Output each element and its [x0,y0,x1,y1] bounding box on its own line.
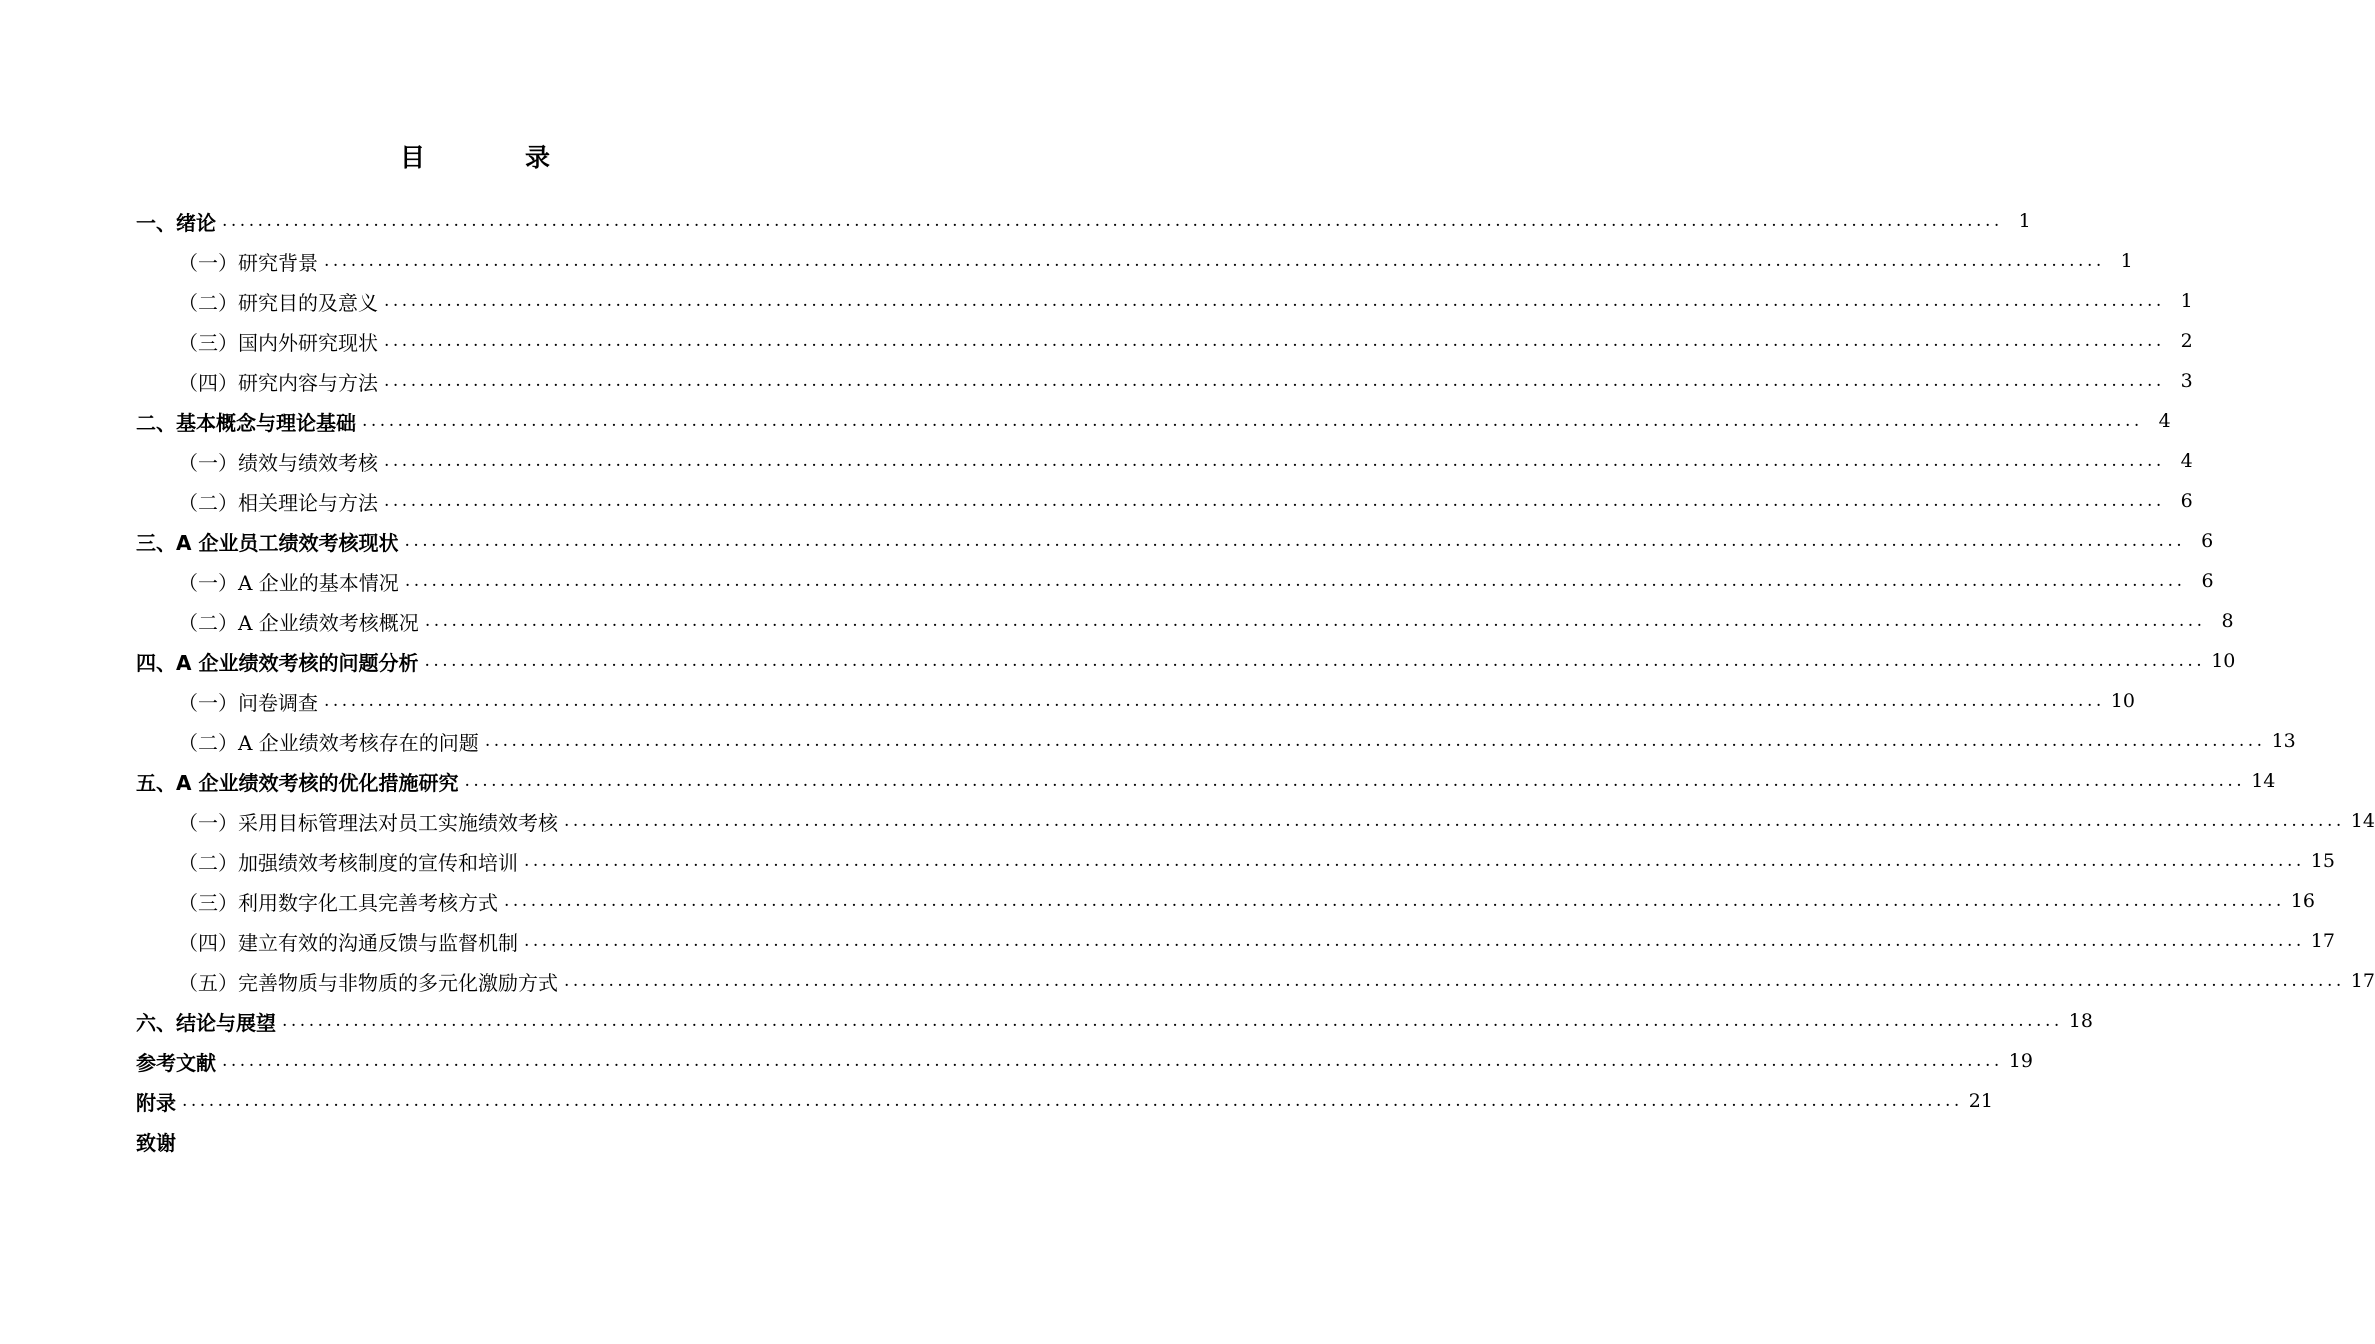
toc-entry-label: （一）问卷调查 [178,690,318,715]
toc-entry-label: （二）研究目的及意义 [178,290,378,315]
toc-leader-dots: ........................................................................................................................................................................................................ [384,491,2165,511]
toc-page-number: 4 [2158,410,2171,432]
toc-page-number: 19 [2008,1050,2033,1072]
toc-list [136,201,2375,1161]
toc-leader-dots: ........................................................................................................................................................................................................ [504,891,2285,911]
toc-entry-label: （五）完善物质与非物质的多元化激励方式 [178,970,558,995]
toc-entry-label: （二）加强绩效考核制度的宣传和培训 [178,850,518,875]
toc-entry-label: 六、结论与展望 [136,1010,276,1035]
toc-page-number: 8 [2221,610,2234,632]
toc-page-number: 14 [2251,770,2276,792]
toc-leader-dots: ........................................................................................................................................................................................................ [564,971,2345,991]
toc-leader-dots: ........................................................................................................................................................................................................ [464,771,2246,791]
toc-leader-dots: ........................................................................................................................................................................................................ [484,731,2266,751]
toc-leader-dots: ........................................................................................................................................................................................................ [404,531,2186,551]
toc-entry-chapter[interactable] [136,201,2031,241]
toc-entry-label: 五、A 企业绩效考核的优化措施研究 [136,770,459,795]
toc-entry-section[interactable] [136,721,2296,761]
toc-entry-label: 一、绪论 [136,210,216,235]
toc-page-number: 17 [2310,930,2335,952]
toc-page-number: 16 [2290,890,2315,912]
toc-entry-section[interactable] [136,961,2375,1001]
toc-entry-chapter[interactable] [136,1001,2093,1041]
toc-leader-dots: ........................................................................................................................................................................................................ [182,1091,1963,1111]
toc-page-number: 10 [2211,650,2236,672]
toc-title-left: 目 [399,143,425,172]
toc-leader-dots: ........................................................................................................................................................................................................ [384,291,2165,311]
toc-page-number: 3 [2180,370,2193,392]
toc-page-number: 1 [2018,210,2031,232]
toc-entry-label: （一）A 企业的基本情况 [178,570,399,595]
toc-page-number: 4 [2180,450,2193,472]
toc-entry-chapter[interactable] [136,1041,2033,1081]
toc-page-number: 2 [2180,330,2193,352]
toc-page-number: 6 [2180,490,2193,512]
toc-entry-section[interactable] [136,241,2133,281]
toc-page-number: 1 [2180,290,2193,312]
toc-page-number: 6 [2201,570,2214,592]
toc-leader-dots: ........................................................................................................................................................................................................ [424,651,2206,671]
toc-entry-section[interactable] [136,841,2335,881]
toc-entry-label: （三）国内外研究现状 [178,330,378,355]
toc-title-right: 录 [525,143,551,172]
toc-entry-chapter[interactable] [136,521,2214,561]
toc-entry-chapter[interactable] [136,761,2276,801]
toc-entry-section[interactable] [136,601,2234,641]
toc-leader-dots: ........................................................................................................................................................................................................ [404,571,2186,591]
toc-page-number: 14 [2350,810,2375,832]
toc-title [0,138,950,174]
toc-entry-section[interactable] [136,481,2193,521]
toc-entry-label: （一）采用目标管理法对员工实施绩效考核 [178,810,558,835]
toc-entry-chapter[interactable] [136,641,2236,681]
toc-page-number: 17 [2350,970,2375,992]
toc-page-number: 18 [2068,1010,2093,1032]
toc-leader-dots: ........................................................................................................................................................................................................ [324,691,2105,711]
toc-entry-label: （二）相关理论与方法 [178,490,378,515]
toc-entry-chapter[interactable] [136,401,2171,441]
toc-entry-label: （一）绩效与绩效考核 [178,450,378,475]
toc-page-number: 10 [2110,690,2135,712]
toc-page-number: 6 [2201,530,2214,552]
toc-entry-label: （一）研究背景 [178,250,318,275]
toc-entry-chapter[interactable] [136,1121,800,1161]
toc-entry-section[interactable] [136,441,2193,481]
toc-entry-label: （四）研究内容与方法 [178,370,378,395]
toc-entry-label: （二）A 企业绩效考核概况 [178,610,419,635]
toc-entry-section[interactable] [136,681,2135,721]
toc-leader-dots: ........................................................................................................................................................................................................ [424,611,2206,631]
toc-entry-section[interactable] [136,361,2193,401]
toc-leader-dots: ........................................................................................................................................................................................................ [222,211,2003,231]
toc-entry-section[interactable] [136,881,2315,921]
toc-entry-label: 致谢 [136,1130,176,1155]
toc-entry-chapter[interactable] [136,1081,1993,1121]
toc-leader-dots: ........................................................................................................................................................................................................ [524,851,2305,871]
toc-entry-label: （三）利用数字化工具完善考核方式 [178,890,498,915]
toc-entry-label: 参考文献 [136,1050,216,1075]
toc-entry-section[interactable] [136,801,2375,841]
toc-entry-label: （四）建立有效的沟通反馈与监督机制 [178,930,518,955]
toc-entry-label: 四、A 企业绩效考核的问题分析 [136,650,419,675]
toc-entry-label: 附录 [136,1090,176,1115]
toc-entry-label: 二、基本概念与理论基础 [136,410,356,435]
toc-entry-section[interactable] [136,561,2214,601]
toc-leader-dots: ........................................................................................................................................................................................................ [324,251,2105,271]
toc-leader-dots: ........................................................................................................................................................................................................ [524,931,2305,951]
toc-entry-section[interactable] [136,921,2335,961]
toc-page-number: 21 [1968,1090,1993,1112]
toc-entry-section[interactable] [136,321,2193,361]
toc-page-number: 1 [2120,250,2133,272]
toc-leader-dots: ........................................................................................................................................................................................................ [384,331,2165,351]
toc-leader-dots: ........................................................................................................................................................................................................ [222,1051,2003,1071]
toc-leader-dots: ........................................................................................................................................................................................................ [384,451,2165,471]
toc-entry-label: （二）A 企业绩效考核存在的问题 [178,730,479,755]
toc-page-number: 13 [2271,730,2296,752]
toc-leader-dots: ........................................................................................................................................................................................................ [362,411,2143,431]
toc-leader-dots: ........................................................................................................................................................................................................ [384,371,2165,391]
toc-entry-label: 三、A 企业员工绩效考核现状 [136,530,399,555]
toc-leader-dots: ........................................................................................................................................................................................................ [282,1011,2063,1031]
toc-leader-dots: ........................................................................................................................................................................................................ [564,811,2345,831]
toc-page-number: 15 [2310,850,2335,872]
toc-entry-section[interactable] [136,281,2193,321]
